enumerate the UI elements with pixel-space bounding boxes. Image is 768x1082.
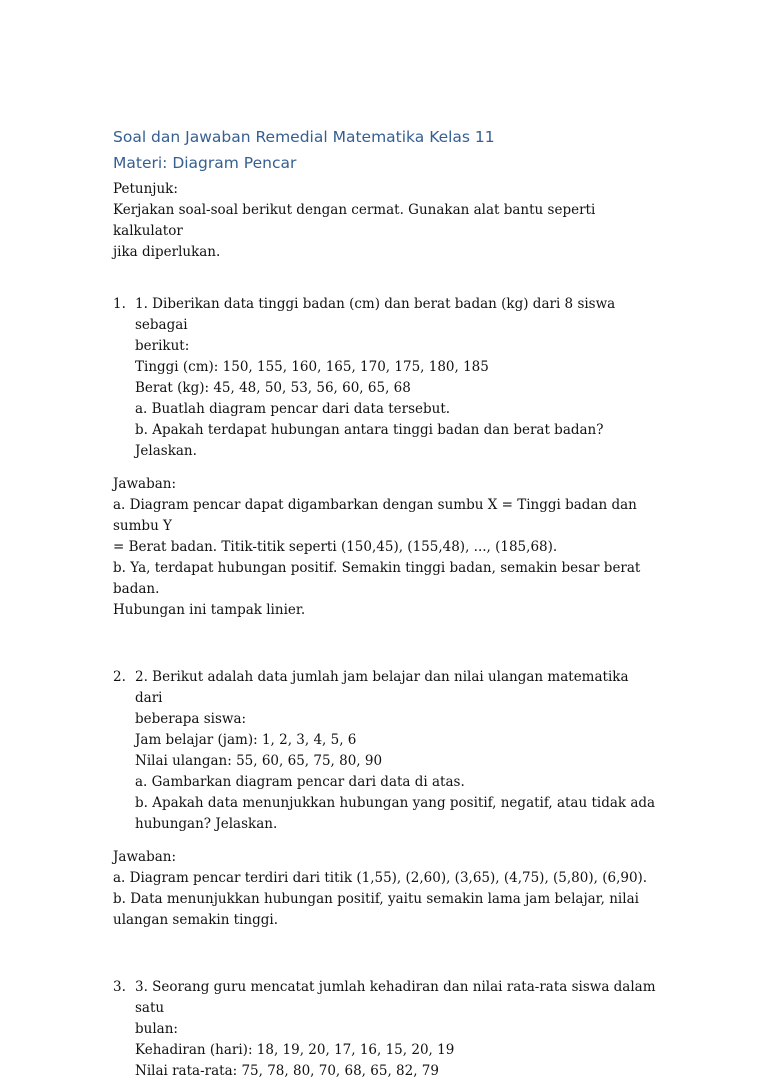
question-3: 3. 3. Seorang guru mencatat jumlah kehadiran dan nilai rata-rata siswa dalam satu bulan: Kehadiran (hari): 18, 19, 20, 17, 16, 15, 20, 19 Nilai rata-rata: 75, 78, 80, 70, 68, 65, 82, 79 (113, 979, 656, 1079)
question-number: 2. (113, 669, 126, 685)
question-number: 1. (113, 296, 126, 312)
question-1: 1. 1. Diberikan data tinggi badan (cm) dan berat badan (kg) dari 8 siswa sebagai berikut: Tinggi (cm): 150, 155, 160, 165, 170, 175, 180, 185 Berat (kg): 45, 48, 50, 53, 56, 60, 65, 68 a. Buatlah diagram pencar dari data tersebut. b. Apakah terdapat hubungan antara tinggi badan dan berat badan? Jelaskan. (113, 296, 616, 459)
instructions-text: Kerjakan soal-soal berikut dengan cermat. Gunakan alat bantu seperti kalkulator jika diperlukan. (113, 202, 596, 260)
question-2: 2. 2. Berikut adalah data jumlah jam belajar dan nilai ulangan matematika dari beberapa siswa: Jam belajar (jam): 1, 2, 3, 4, 5, 6 Nilai ulangan: 55, 60, 65, 75, 80, 90 a. Gambarkan diagram pencar dari data di atas. b. Apakah data menunjukkan hubungan yang positif, negatif, atau tidak ada hubungan? Jelaskan. (113, 669, 656, 832)
document-title: Soal dan Jawaban Remedial Matematika Kelas 11 (113, 128, 495, 146)
question-number: 3. (113, 979, 126, 995)
document-page (113, 124, 658, 1082)
answer-2: Jawaban: a. Diagram pencar terdiri dari titik (1,55), (2,60), (3,65), (4,75), (5,80), (6,90). b. Data menunjukkan hubungan positif, yaitu semakin lama jam belajar, nilai ulangan semakin tinggi. (113, 847, 658, 931)
answer-1: Jawaban: a. Diagram pencar dapat digambarkan dengan sumbu X = Tinggi badan dan sumbu Y = Berat badan. Titik-titik seperti (150,45), (155,48), ..., (185,68). b. Ya, terdapat hubungan positif. Semakin tinggi badan, semakin besar berat badan. Hubungan ini tampak linier. (113, 474, 658, 621)
answer-label: Jawaban: (113, 849, 176, 865)
instructions-label: Petunjuk: (113, 181, 178, 197)
document-subtitle: Materi: Diagram Pencar (113, 154, 297, 172)
answer-label: Jawaban: (113, 476, 176, 492)
